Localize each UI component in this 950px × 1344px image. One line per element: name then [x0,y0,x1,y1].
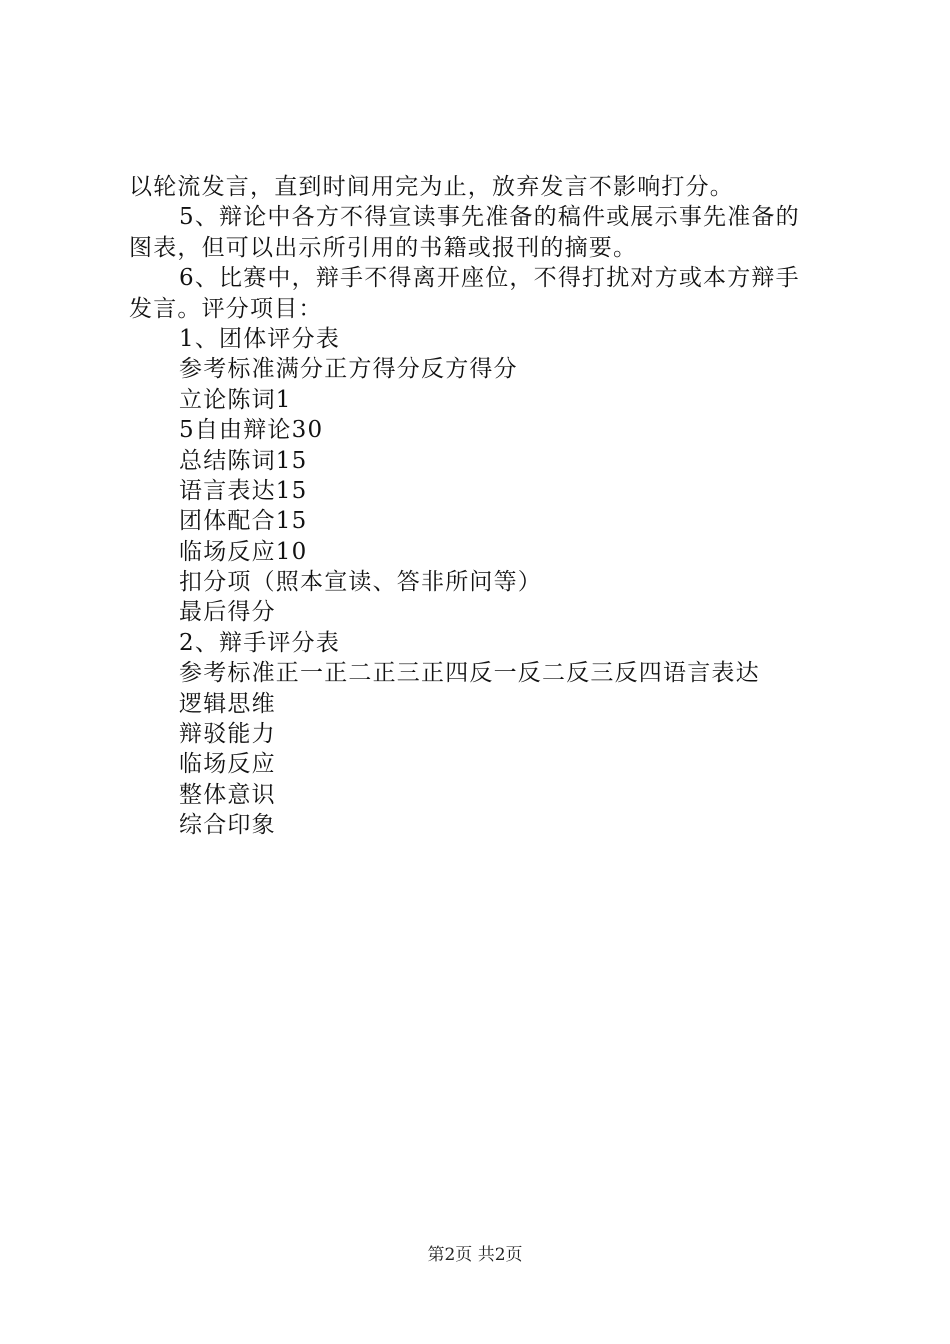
table-line: 扣分项（照本宣读、答非所问等） [179,569,542,596]
table-line: 辩驳能力 [179,721,276,748]
table-line: 整体意识 [179,781,276,808]
body-line: 发言。评分项目： [129,295,323,322]
table-line: 临场反应10 [179,538,308,565]
page-number: 第2页 共2页 [427,1245,523,1265]
page-footer [0,1244,950,1266]
table-line: 团体配合15 [179,508,308,535]
table-header-line: 参考标准满分正方得分反方得分 [179,356,518,383]
body-line: 图表，但可以出示所引用的书籍或报刊的摘要。 [129,234,638,261]
table-line: 最后得分 [179,599,276,626]
table-line: 语言表达15 [179,477,308,504]
body-line: 5、辩论中各方不得宣读事先准备的稿件或展示事先准备的 [179,204,800,231]
table-line: 临场反应 [179,751,276,778]
table-line: 综合印象 [179,812,276,839]
table-line: 总结陈词15 [179,447,308,474]
section-heading: 1、团体评分表 [179,325,341,352]
table-line: 立论陈词1 [179,386,292,413]
body-line: 6、比赛中，辩手不得离开座位，不得打扰对方或本方辩手 [179,265,800,292]
section-heading: 2、辩手评分表 [179,629,341,656]
body-line: 以轮流发言，直到时间用完为止，放弃发言不影响打分。 [129,174,734,200]
document-body [129,172,834,841]
table-header-line: 参考标准正一正二正三正四反一反二反三反四语言表达 [179,660,760,687]
table-line: 逻辑思维 [179,690,276,717]
table-line: 5自由辩论30 [179,417,324,444]
